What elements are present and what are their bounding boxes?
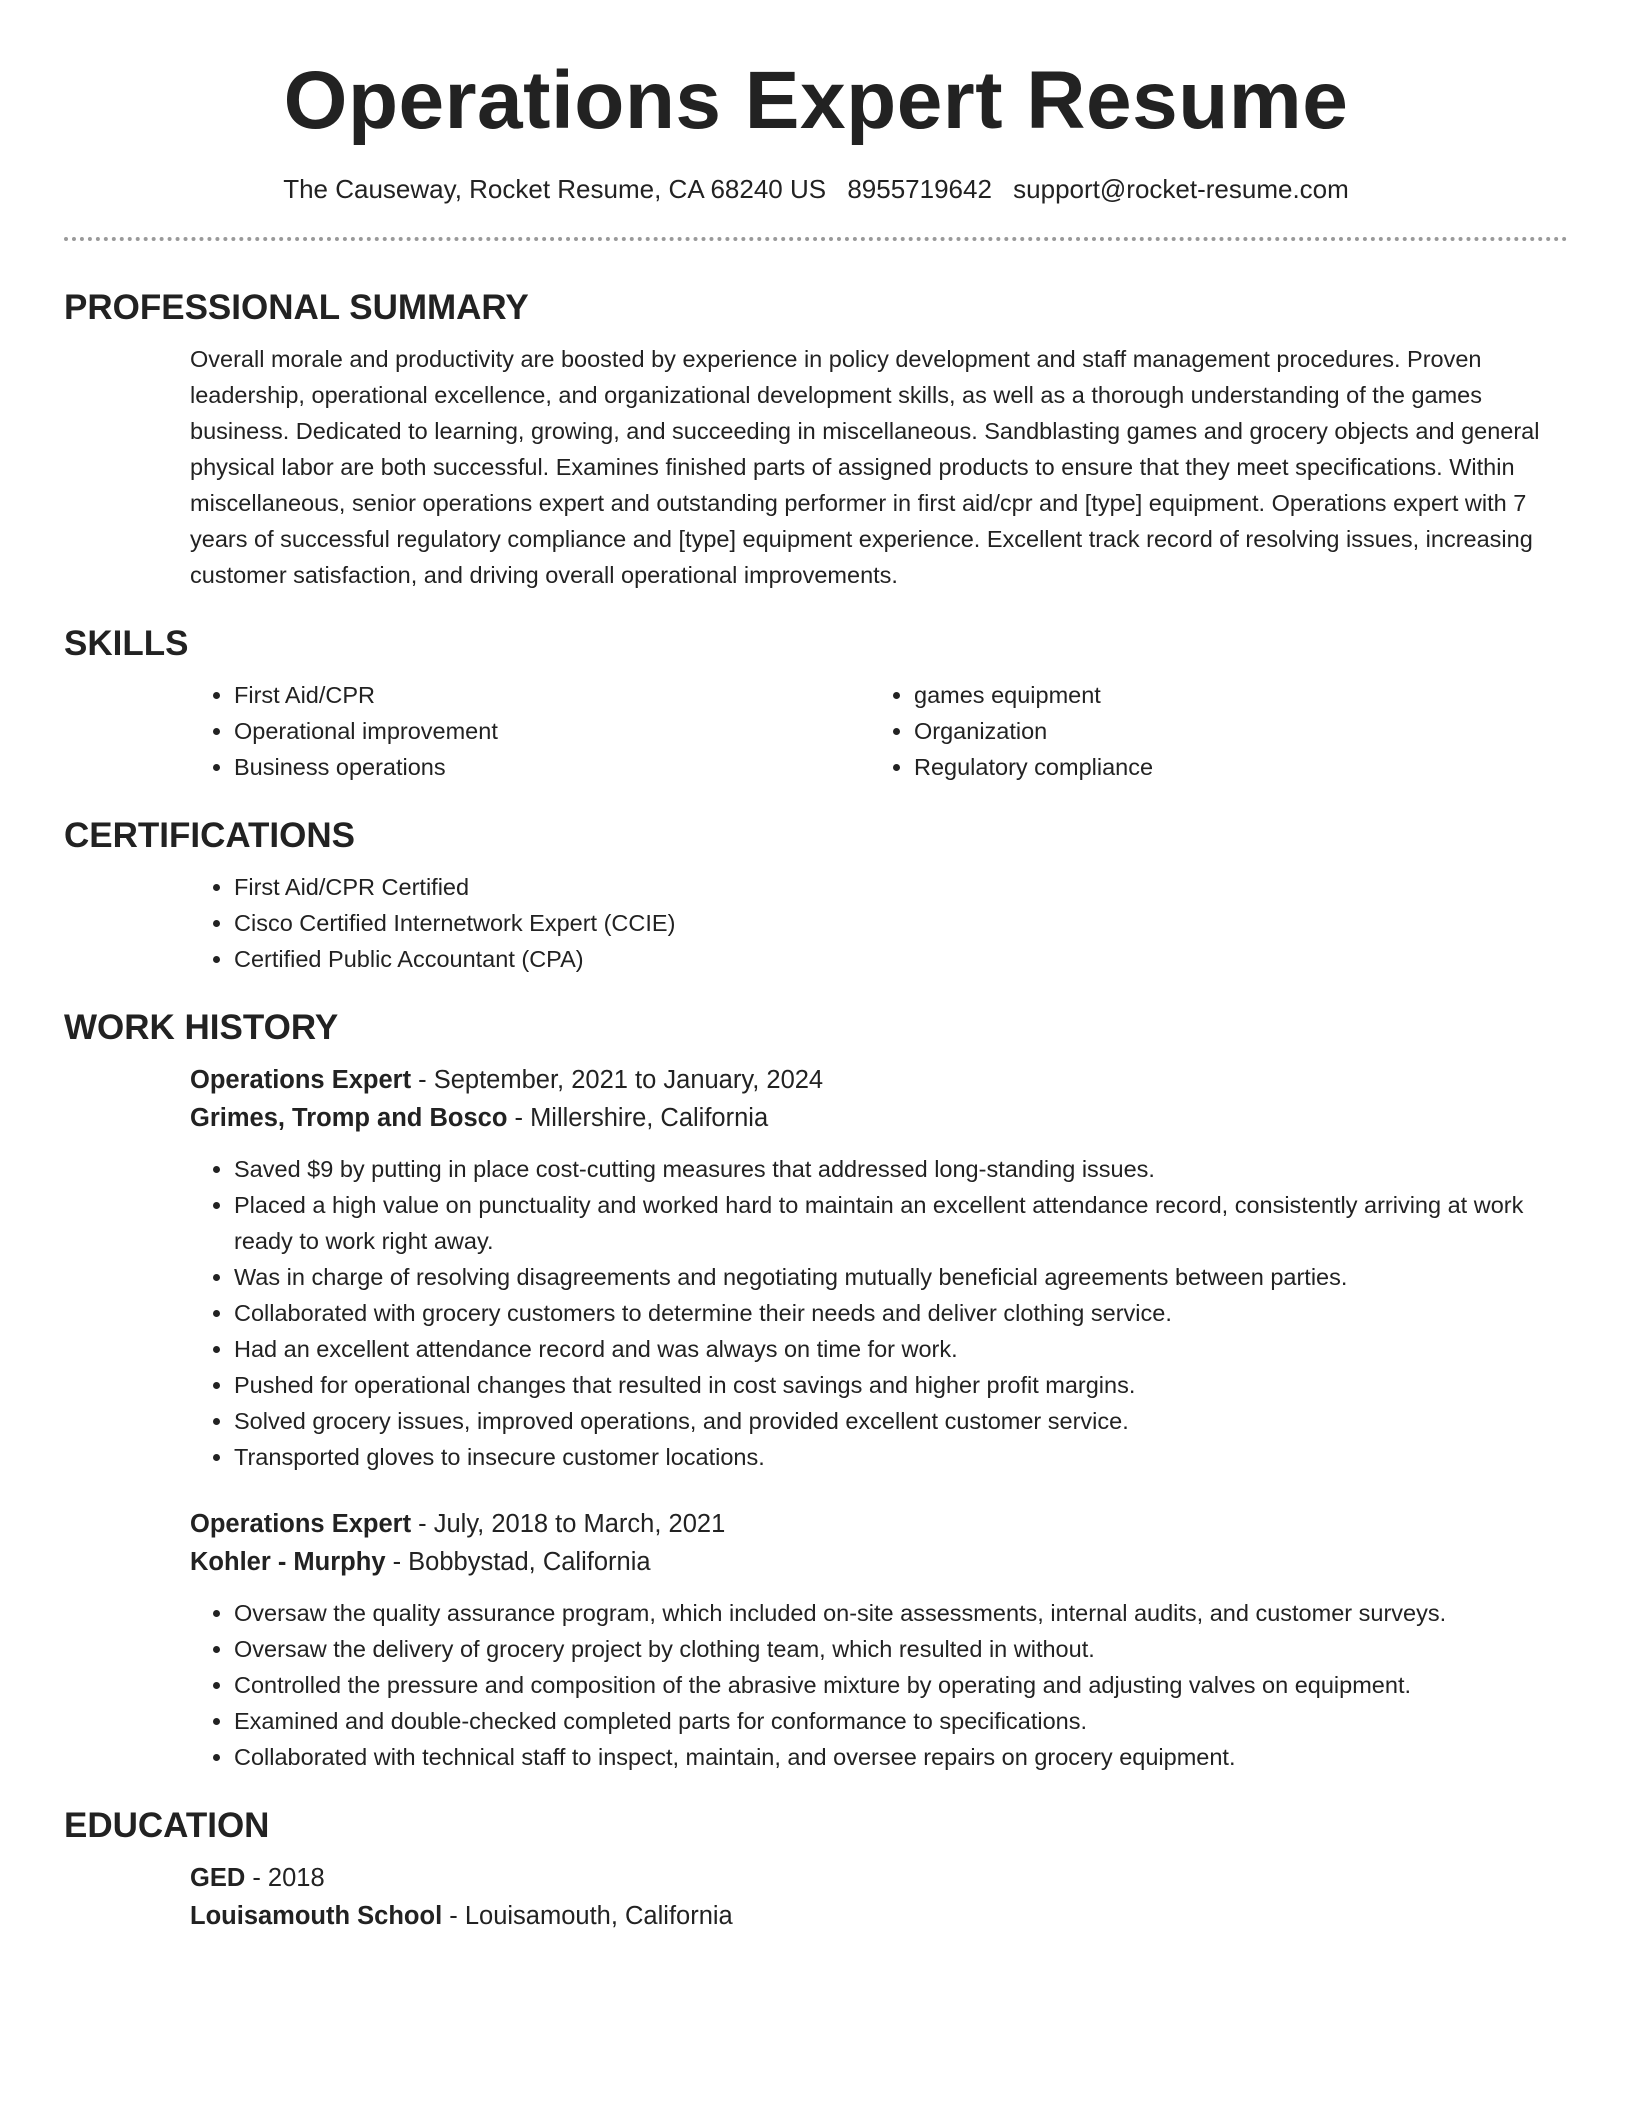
summary-text: Overall morale and productivity are boosted by experience in policy development and staff management procedures. Proven leadership, operational excellence, and organizational development skills, as well as a thorough understanding of the games business. Dedicated to learning, growing, and succeeding in miscellaneous. Sandblasting games and grocery objects and general physical labor are both successful. Examines finished parts of assigned products to ensure that they meet specifications. Within miscellaneous, senior operations expert and outstanding performer in first aid/cpr and [type] equipment. Operations expert with 7 years of successful regulatory compliance and [type] equipment experience. Excellent track record of resolving issues, increasing customer satisfaction, and driving overall operational improvements. [190,346,1540,589]
skill-item: • Regulatory compliance [914,749,1550,785]
job-company: Kohler - Murphy [190,1548,386,1577]
summary-body [190,341,1568,593]
education-degree: GED [190,1864,246,1893]
job-title-line [190,1061,1568,1099]
job-bullet: • Saved $9 by putting in place cost-cutting measures that addressed long-standing issues. [234,1151,1568,1187]
certification-item: • Cisco Certified Internetwork Expert (CCIE) [234,905,1568,941]
education-year: - 2018 [245,1864,325,1893]
job-bullet: • Pushed for operational changes that resulted in cost savings and higher profit margins. [234,1367,1568,1403]
certification-item: • Certified Public Accountant (CPA) [234,941,1568,977]
job-bullet: • Was in charge of resolving disagreements and negotiating mutually beneficial agreements between parties. [234,1259,1568,1295]
certifications-section [64,815,1568,977]
job-company: Grimes, Tromp and Bosco [190,1104,508,1133]
job-bullet: • Oversaw the quality assurance program, which included on-site assessments, internal audits, and customer surveys. [234,1595,1568,1631]
skill-item: • Business operations [234,749,870,785]
job-dates: - July, 2018 to March, 2021 [411,1510,726,1539]
skills-column-right [870,677,1550,785]
skills-heading: SKILLS [64,624,189,664]
certifications-body [190,869,1568,977]
job-bullets [190,1151,1568,1475]
job-bullet: • Oversaw the delivery of grocery project by clothing team, which resulted in without. [234,1631,1568,1667]
job-bullets [190,1595,1568,1775]
job-bullet: • Transported gloves to insecure customer locations. [234,1439,1568,1475]
job-location: - Bobbystad, California [385,1548,651,1577]
job-dates: - September, 2021 to January, 2024 [411,1066,824,1095]
education-location: - Louisamouth, California [442,1902,733,1931]
education-entry [190,1859,1568,1935]
contact-phone: 8955719642 [847,174,992,205]
contact-address: The Causeway, Rocket Resume, CA 68240 US [283,174,827,205]
skill-item: • games equipment [914,677,1550,713]
job-entry [190,1061,1568,1475]
certification-item: • First Aid/CPR Certified [234,869,1568,905]
job-bullet: • Collaborated with grocery customers to determine their needs and deliver clothing service. [234,1295,1568,1331]
job-location: - Millershire, California [507,1104,769,1133]
certifications-heading: CERTIFICATIONS [64,816,356,856]
education-section [64,1805,1568,1935]
work-history-section [64,1007,1568,1775]
summary-heading: PROFESSIONAL SUMMARY [64,288,529,328]
job-bullet: • Examined and double-checked completed parts for conformance to specifications. [234,1703,1568,1739]
job-bullet: • Collaborated with technical staff to inspect, maintain, and oversee repairs on grocery equipment. [234,1739,1568,1775]
job-company-line [190,1543,1568,1581]
job-bullet: • Placed a high value on punctuality and worked hard to maintain an excellent attendance record, consistently arriving at work ready to work right away. [234,1187,1568,1259]
skills-grid [190,677,1568,785]
contact-email: support@rocket-resume.com [1013,174,1349,205]
education-degree-line [190,1859,1568,1897]
skill-item: • Organization [914,713,1550,749]
job-company-line [190,1099,1568,1137]
job-entry [190,1505,1568,1775]
job-bullet: • Controlled the pressure and composition of the abrasive mixture by operating and adjusting valves on equipment. [234,1667,1568,1703]
education-school: Louisamouth School [190,1902,443,1931]
job-bullet: • Solved grocery issues, improved operations, and provided excellent customer service. [234,1403,1568,1439]
skills-column-left [190,677,870,785]
job-role: Operations Expert [190,1510,412,1539]
education-heading: EDUCATION [64,1806,270,1846]
skill-item: • First Aid/CPR [234,677,870,713]
resume-title: Operations Expert Resume [283,55,1349,146]
resume-header [64,0,1568,205]
job-bullet: • Had an excellent attendance record and was always on time for work. [234,1331,1568,1367]
education-school-line [190,1897,1568,1935]
job-role: Operations Expert [190,1066,412,1095]
header-divider [64,237,1568,241]
job-title-line [190,1505,1568,1543]
skills-section [64,623,1568,785]
skill-item: • Operational improvement [234,713,870,749]
summary-section [64,287,1568,593]
contact-line [64,174,1568,205]
work-history-heading: WORK HISTORY [64,1008,339,1048]
